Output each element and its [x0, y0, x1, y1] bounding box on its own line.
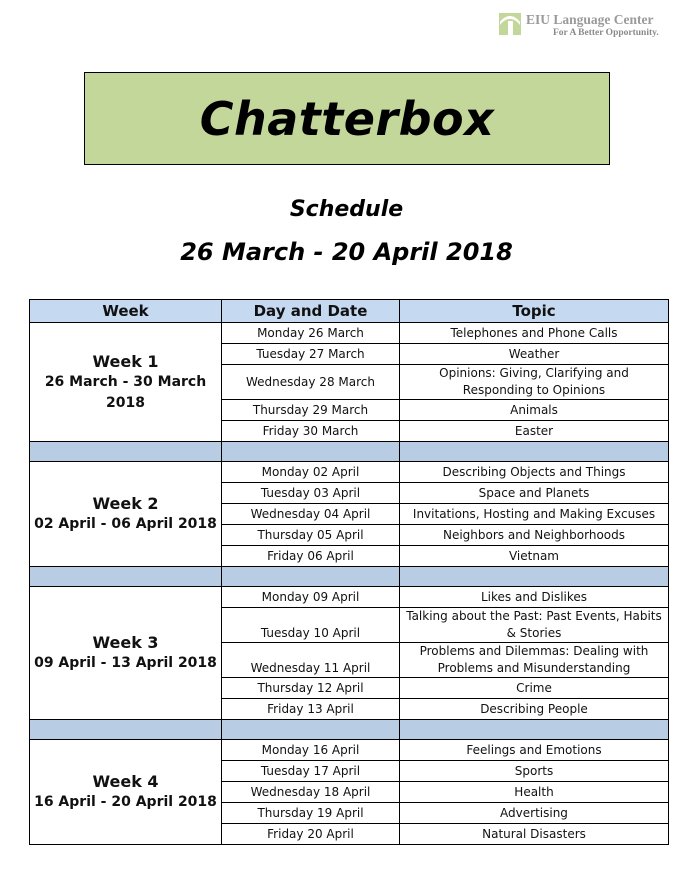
topic-cell: Natural Disasters — [400, 824, 669, 845]
week-cell — [30, 587, 222, 720]
day-date-cell: Thursday 05 April — [222, 525, 400, 546]
separator-row — [30, 720, 669, 740]
day-date-cell: Friday 20 April — [222, 824, 400, 845]
logo-title: EIU Language Center — [526, 12, 654, 27]
week-label: Week 4 — [92, 772, 159, 791]
topic-cell: Weather — [400, 344, 669, 365]
day-date-cell: Thursday 29 March — [222, 400, 400, 421]
column-header-topic: Topic — [400, 300, 669, 323]
day-date-cell: Thursday 12 April — [222, 678, 400, 699]
logo-tagline: For A Better Opportunity. — [553, 28, 659, 38]
column-header-day-date: Day and Date — [222, 300, 400, 323]
separator-cell — [222, 720, 400, 740]
table-row — [30, 740, 669, 761]
day-date-cell: Tuesday 03 April — [222, 483, 400, 504]
day-date-cell: Friday 30 March — [222, 421, 400, 442]
topic-cell: Describing People — [400, 699, 669, 720]
day-date-cell: Wednesday 04 April — [222, 504, 400, 525]
topic-cell: Problems and Dilemmas: Dealing with Problems and Misunderstanding — [400, 643, 669, 678]
title-banner — [84, 72, 610, 165]
week-label: Week 2 — [92, 494, 159, 513]
day-date-cell: Thursday 19 April — [222, 803, 400, 824]
topic-cell: Animals — [400, 400, 669, 421]
day-date-cell: Wednesday 18 April — [222, 782, 400, 803]
separator-row — [30, 567, 669, 587]
separator-cell — [30, 567, 222, 587]
topic-cell: Space and Planets — [400, 483, 669, 504]
table-header-row — [30, 300, 669, 323]
schedule-table — [29, 299, 669, 845]
week-label: Week 1 — [92, 351, 159, 371]
day-date-cell: Monday 09 April — [222, 587, 400, 608]
table-row — [30, 587, 669, 608]
table-row — [30, 323, 669, 344]
topic-cell: Health — [400, 782, 669, 803]
week-range: 26 March - 30 March 2018 — [44, 373, 207, 411]
week-range: 09 April - 13 April 2018 — [34, 655, 217, 671]
week-range: 16 April - 20 April 2018 — [34, 794, 217, 810]
separator-cell — [222, 442, 400, 462]
logo-mark-icon — [499, 13, 521, 35]
topic-cell: Likes and Dislikes — [400, 587, 669, 608]
topic-cell: Talking about the Past: Past Events, Habits & Stories — [400, 608, 669, 643]
topic-cell: Crime — [400, 678, 669, 699]
week-cell — [30, 323, 222, 442]
topic-cell: Telephones and Phone Calls — [400, 323, 669, 344]
topic-cell: Describing Objects and Things — [400, 462, 669, 483]
separator-cell — [30, 442, 222, 462]
separator-cell — [30, 720, 222, 740]
topic-cell: Invitations, Hosting and Making Excuses — [400, 504, 669, 525]
topic-cell: Easter — [400, 421, 669, 442]
topic-cell: Neighbors and Neighborhoods — [400, 525, 669, 546]
topic-cell: Opinions: Giving, Clarifying and Responding to Opinions — [400, 365, 669, 400]
week-cell — [30, 462, 222, 567]
table-row — [30, 462, 669, 483]
column-header-week: Week — [30, 300, 222, 323]
separator-cell — [400, 567, 669, 587]
schedule-heading: Schedule — [289, 197, 404, 222]
week-range: 02 April - 06 April 2018 — [34, 516, 217, 532]
page-title: Chatterbox — [199, 91, 495, 146]
separator-row — [30, 442, 669, 462]
day-date-cell: Wednesday 11 April — [222, 643, 400, 678]
day-date-cell: Tuesday 17 April — [222, 761, 400, 782]
separator-cell — [400, 442, 669, 462]
eiu-logo — [499, 12, 669, 42]
topic-cell: Feelings and Emotions — [400, 740, 669, 761]
topic-cell: Vietnam — [400, 546, 669, 567]
topic-cell: Advertising — [400, 803, 669, 824]
day-date-cell: Tuesday 10 April — [222, 608, 400, 643]
day-date-cell: Friday 06 April — [222, 546, 400, 567]
day-date-cell: Monday 26 March — [222, 323, 400, 344]
day-date-cell: Tuesday 27 March — [222, 344, 400, 365]
separator-cell — [222, 567, 400, 587]
day-date-cell: Friday 13 April — [222, 699, 400, 720]
week-cell — [30, 740, 222, 845]
day-date-cell: Wednesday 28 March — [222, 365, 400, 400]
week-label: Week 3 — [92, 633, 159, 652]
separator-cell — [400, 720, 669, 740]
day-date-cell: Monday 02 April — [222, 462, 400, 483]
topic-cell: Sports — [400, 761, 669, 782]
day-date-cell: Monday 16 April — [222, 740, 400, 761]
schedule-date-range: 26 March - 20 April 2018 — [180, 238, 513, 266]
